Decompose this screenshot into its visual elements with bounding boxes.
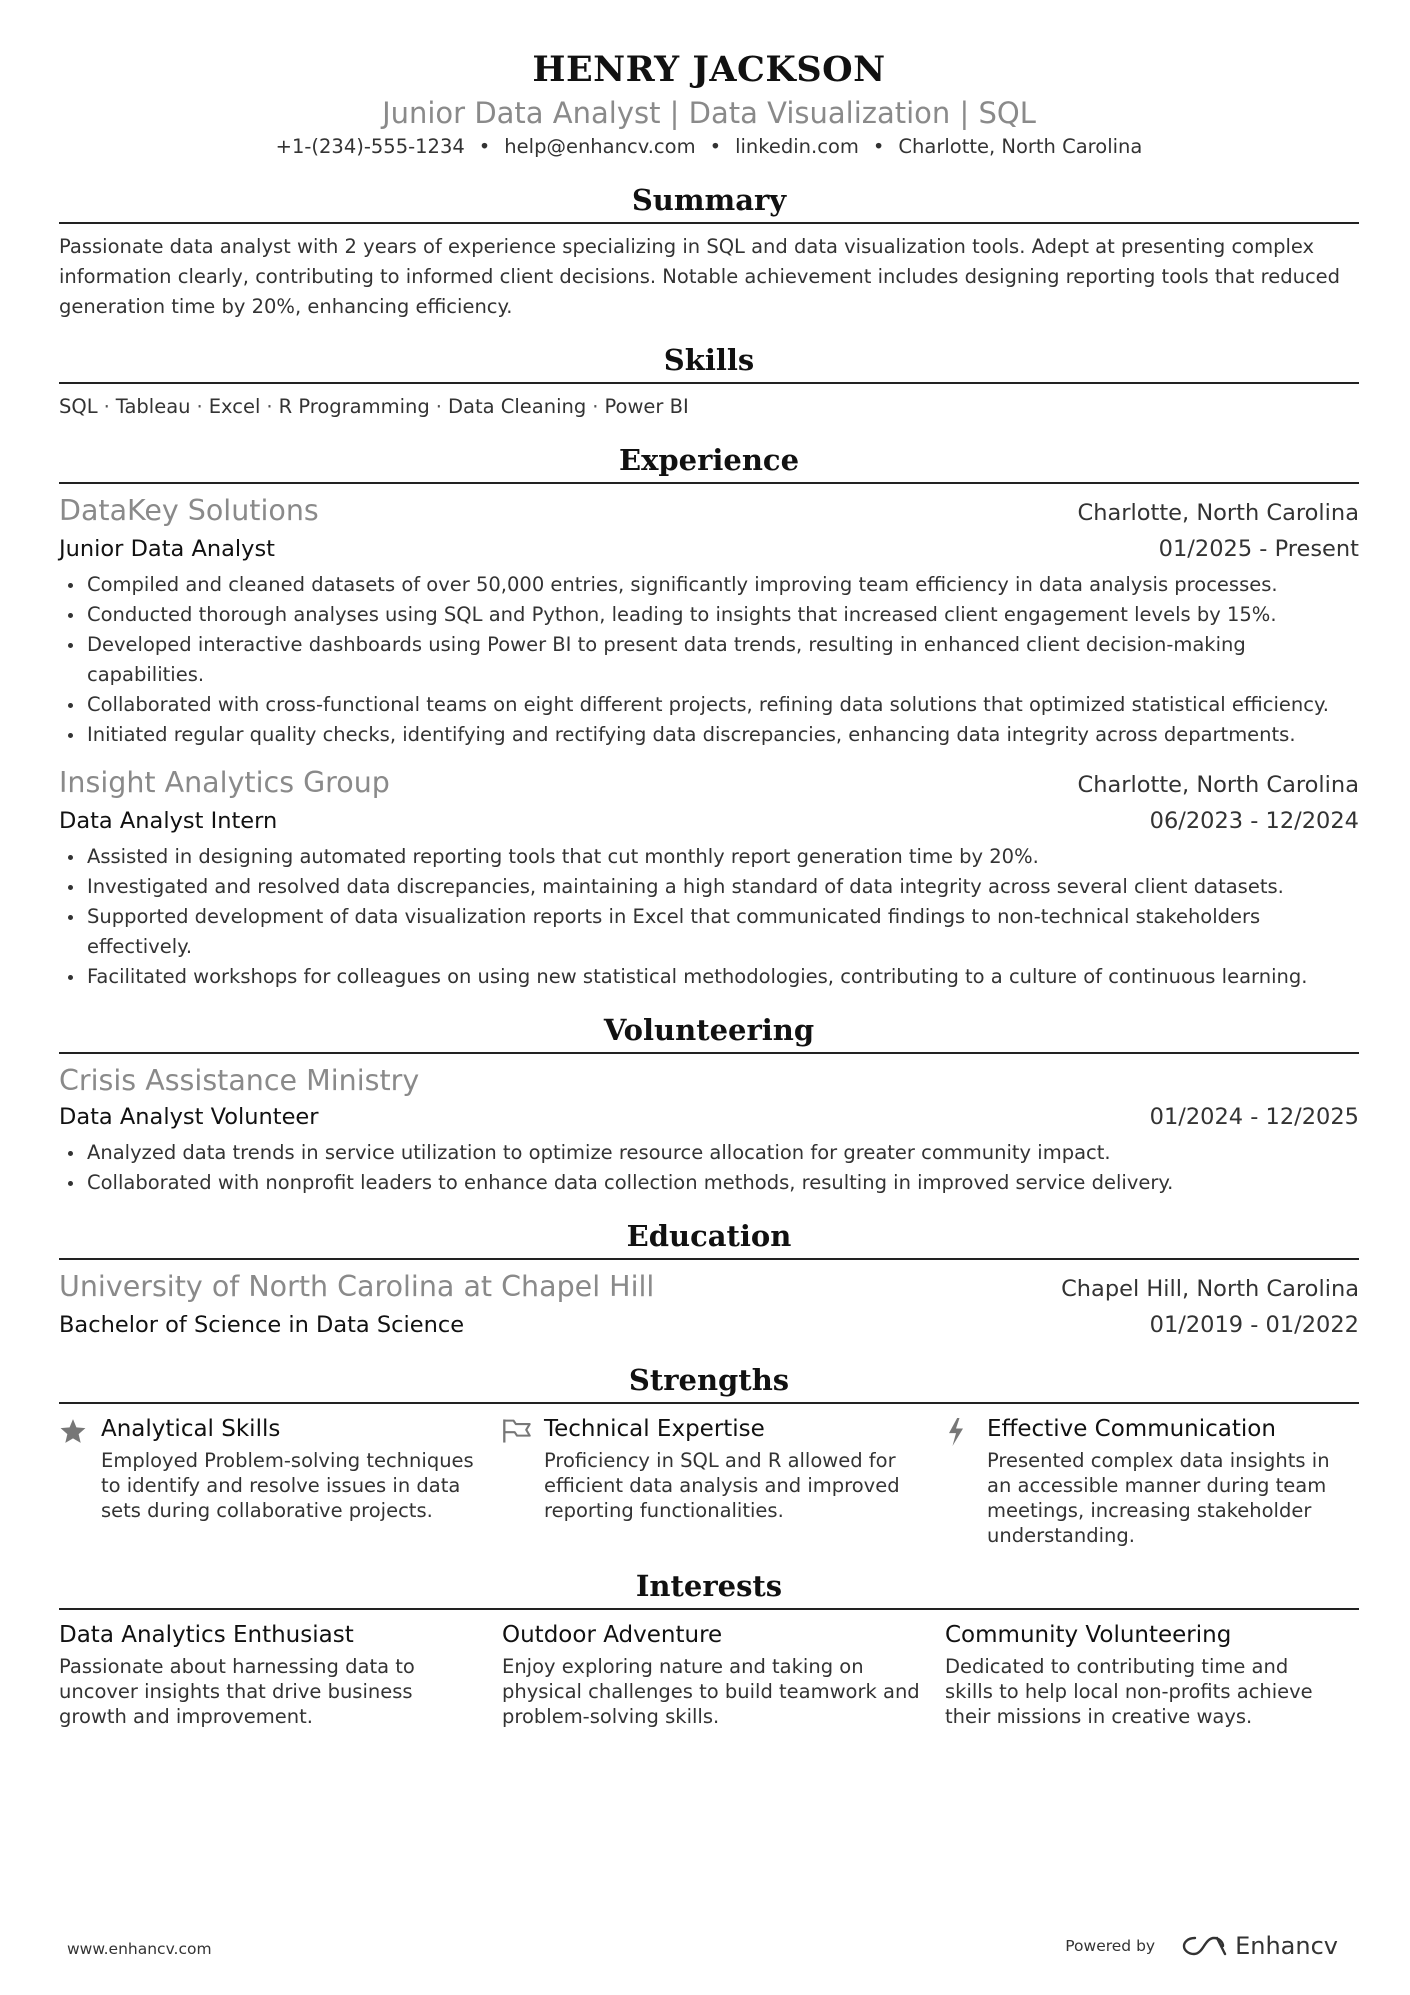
phone: +1-(234)-555-1234 [275,135,465,158]
interest-item [945,1620,1359,1729]
skill-item: Data Cleaning [447,395,587,418]
skills-section [59,340,1359,422]
summary-section [59,180,1359,322]
section-title: Education [59,1216,1359,1260]
organization-name: Crisis Assistance Ministry [59,1064,420,1097]
section-title: Experience [59,440,1359,484]
job-dates: 01/2025 - Present [1158,536,1359,562]
company-name: DataKey Solutions [59,494,319,527]
bullet-item: Analyzed data trends in service utilization to optimize resource allocation for greater community impact. [87,1138,1359,1168]
strength-title: Analytical Skills [101,1416,281,1442]
experience-section [59,440,1359,992]
bullet-item: Compiled and cleaned datasets of over 50,000 entries, significantly improving team efficiency in data analysis processes. [87,570,1359,600]
job-title: Data Analyst Intern [59,808,278,834]
website-link[interactable]: www.enhancv.com [67,1940,212,1958]
skill-item: SQL [59,395,98,418]
enhancv-logo-icon [1181,1934,1227,1958]
education-section [59,1216,1359,1342]
education-dates: 01/2019 - 01/2022 [1149,1312,1359,1338]
powered-by [1065,1932,1338,1960]
strength-item [502,1414,945,1548]
contact-line [59,132,1359,162]
bullet-item: Investigated and resolved data discrepancies, maintaining a high standard of data integrity across several client datasets. [87,872,1359,902]
volunteer-dates: 01/2024 - 12/2025 [1149,1104,1359,1130]
strength-description: Proficiency in SQL and R allowed for efficient data analysis and improved reporting functionalities. [544,1449,900,1522]
volunteer-role: Data Analyst Volunteer [59,1104,319,1130]
volunteering-entry [59,1062,1359,1198]
section-title: Interests [59,1566,1359,1610]
bullet-item: Collaborated with nonprofit leaders to enhance data collection methods, resulting in improved service delivery. [87,1168,1359,1198]
job-location: Charlotte, North Carolina [1077,500,1359,526]
separator: · [103,395,110,418]
interest-title: Community Volunteering [945,1622,1232,1648]
bullet-item: Conducted thorough analyses using SQL and Python, leading to insights that increased client engagement levels by 15%. [87,600,1359,630]
job-location: Charlotte, North Carolina [1077,772,1359,798]
interest-description: Enjoy exploring nature and taking on physical challenges to build teamwork and problem-solving skills. [502,1655,920,1728]
interest-item [502,1620,945,1729]
job-dates: 06/2023 - 12/2024 [1149,808,1359,834]
interest-item [59,1620,502,1729]
volunteering-section [59,1010,1359,1198]
section-title: Volunteering [59,1010,1359,1054]
strengths-grid [59,1414,1359,1548]
separator-dot: • [478,135,491,158]
interest-description: Dedicated to contributing time and skills to help local non-profits achieve their missions in creative ways. [945,1655,1313,1728]
separator: · [196,395,203,418]
separator: · [435,395,442,418]
candidate-name: HENRY JACKSON [532,49,886,90]
achievement-list [59,570,1359,750]
linkedin-link[interactable]: linkedin.com [735,135,859,158]
skill-item: Power BI [604,395,689,418]
skills-list [59,392,1359,422]
lightning-icon [945,1414,987,1548]
bullet-item: Developed interactive dashboards using Power BI to present data trends, resulting in enhanced client decision-making capabilities. [87,630,1359,690]
skill-item: Excel [208,395,261,418]
powered-by-label: Powered by [1065,1937,1156,1955]
resume-header [59,48,1359,162]
bullet-item: Initiated regular quality checks, identifying and rectifying data discrepancies, enhancing data integrity across departments. [87,720,1359,750]
achievement-list [59,1138,1359,1198]
section-title: Summary [59,180,1359,224]
section-title: Strengths [59,1360,1359,1404]
strength-item [945,1414,1359,1548]
education-entry [59,1268,1359,1342]
separator: · [592,395,599,418]
skill-item: Tableau [115,395,191,418]
enhancv-logo[interactable] [1181,1932,1338,1960]
flag-icon [502,1414,544,1548]
strength-title: Effective Communication [987,1416,1276,1442]
degree: Bachelor of Science in Data Science [59,1312,465,1338]
interest-description: Passionate about harnessing data to uncover insights that drive business growth and improvement. [59,1655,415,1728]
strength-title: Technical Expertise [544,1416,765,1442]
star-icon [59,1414,101,1548]
strength-description: Employed Problem-solving techniques to identify and resolve issues in data sets during collaborative projects. [101,1449,474,1522]
bullet-item: Assisted in designing automated reporting tools that cut monthly report generation time by 20%. [87,842,1359,872]
email-link[interactable]: help@enhancv.com [504,135,696,158]
school-name: University of North Carolina at Chapel Hill [59,1270,655,1303]
experience-entry [59,764,1359,992]
section-title: Skills [59,340,1359,384]
brand-name: Enhancv [1235,1932,1338,1960]
company-name: Insight Analytics Group [59,766,390,799]
interests-section [59,1566,1359,1729]
location: Charlotte, North Carolina [898,135,1143,158]
job-title: Junior Data Analyst [59,536,276,562]
strengths-section [59,1360,1359,1548]
candidate-headline: Junior Data Analyst | Data Visualization | SQL [382,96,1036,130]
interest-title: Data Analytics Enthusiast [59,1622,354,1648]
strength-item [59,1414,502,1548]
separator: · [266,395,273,418]
strength-description: Presented complex data insights in an accessible manner during team meetings, increasing stakeholder understanding. [987,1449,1330,1547]
school-location: Chapel Hill, North Carolina [1061,1276,1359,1302]
resume-page [59,48,1359,1729]
interests-grid [59,1620,1359,1729]
bullet-item: Collaborated with cross-functional teams on eight different projects, refining data solutions that optimized statistical efficiency. [87,690,1359,720]
skill-item: R Programming [278,395,430,418]
bullet-item: Facilitated workshops for colleagues on using new statistical methodologies, contributing to a culture of continuous learning. [87,962,1359,992]
interest-title: Outdoor Adventure [502,1622,723,1648]
separator-dot: • [709,135,722,158]
bullet-item: Supported development of data visualization reports in Excel that communicated findings to non-technical stakeholders effectively. [87,902,1359,962]
achievement-list [59,842,1359,992]
experience-entry [59,492,1359,750]
separator-dot: • [872,135,885,158]
summary-text: Passionate data analyst with 2 years of experience specializing in SQL and data visualization tools. Adept at presenting complex information clearly, contributing to informed client decisions. Notable achievement includes designing reporting tools that reduced generation time by 20%, enhancing efficiency. [59,235,1341,318]
